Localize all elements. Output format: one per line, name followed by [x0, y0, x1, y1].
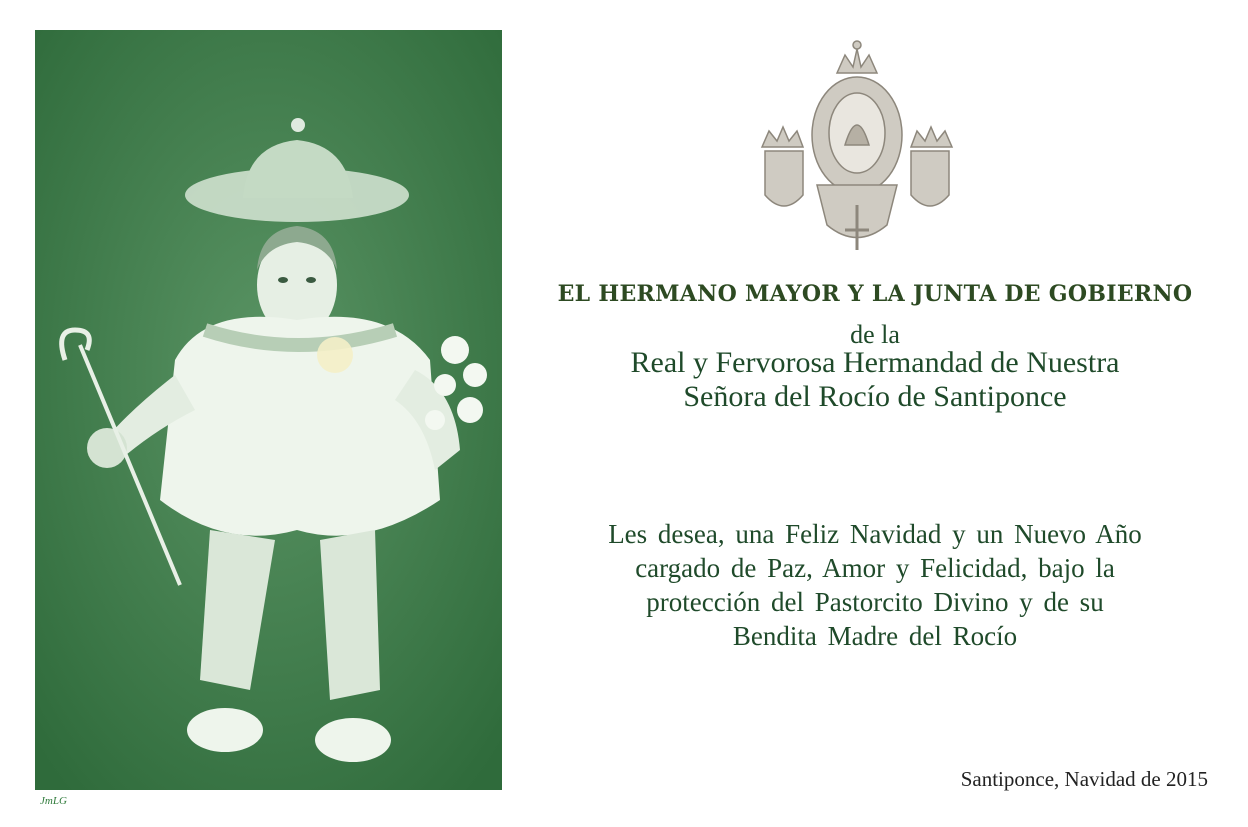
brotherhood-name [520, 346, 1230, 414]
shepherd-photo [35, 30, 502, 790]
brotherhood-line-1: Real y Fervorosa Hermandad de Nuestra [630, 346, 1120, 379]
greeting-line-2: cargado de Paz, Amor y Felicidad, bajo la [635, 553, 1115, 583]
brotherhood-line-2: Señora del Rocío de Santiponce [683, 380, 1067, 413]
greeting-message [540, 517, 1210, 653]
connector-text: de la [850, 320, 900, 349]
place-date: Santiponce, Navidad de 2015 [960, 767, 1208, 791]
artist-signature: JmLG [40, 795, 67, 807]
greeting-line-1: Les desea, una Feliz Navidad y un Nuevo Año [608, 519, 1142, 549]
greeting-line-3: protección del Pastorcito Divino y de su [646, 587, 1104, 617]
greeting-line-4: Bendita Madre del Rocío [732, 621, 1018, 651]
brotherhood-crest-icon [757, 35, 957, 255]
heading: EL HERMANO MAYOR Y LA JUNTA DE GOBIERNO [557, 281, 1193, 307]
